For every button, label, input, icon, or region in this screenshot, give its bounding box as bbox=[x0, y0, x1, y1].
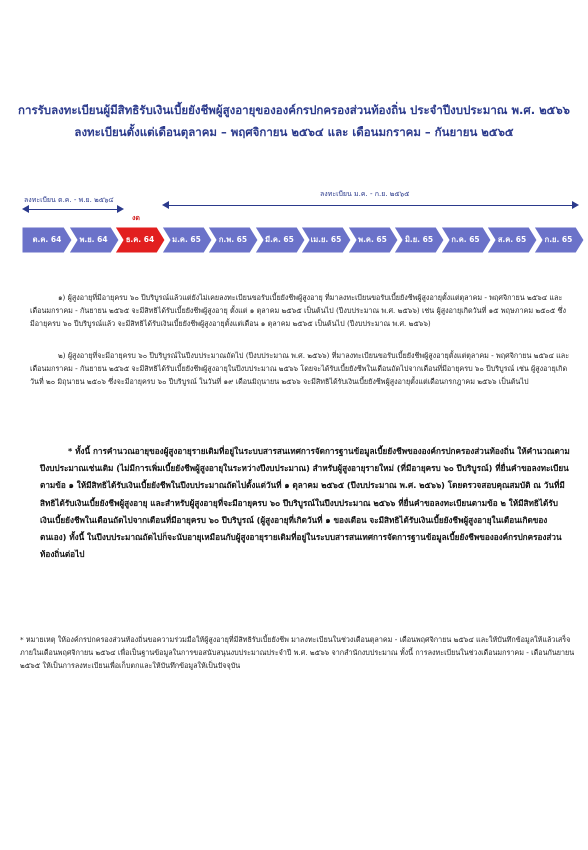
paragraph-1 bbox=[30, 291, 575, 331]
right-arrow-head-right bbox=[572, 201, 579, 209]
note-age-calculation bbox=[40, 443, 570, 563]
month-chevron-row bbox=[22, 227, 582, 253]
month-chevron bbox=[301, 227, 351, 253]
month-label: มี.ค. 65 bbox=[265, 235, 294, 244]
month-chevron bbox=[208, 227, 258, 253]
paragraph-2 bbox=[30, 349, 575, 389]
month-chevron bbox=[22, 227, 72, 253]
month-chevron bbox=[487, 227, 537, 253]
left-period-label: ลงทะเบียน ต.ค. - พ.ย. ๒๕๖๔ bbox=[24, 196, 114, 204]
left-arrow-head-right bbox=[117, 205, 124, 213]
month-label: ต.ค. 64 bbox=[32, 235, 62, 244]
right-period-arrow bbox=[168, 205, 573, 206]
month-label: ส.ค. 65 bbox=[497, 235, 527, 244]
month-chevron bbox=[115, 227, 165, 253]
month-label: พ.ย. 64 bbox=[79, 235, 108, 244]
remark-note bbox=[20, 633, 575, 673]
month-label: ก.ค. 65 bbox=[451, 235, 480, 244]
month-chevron bbox=[441, 227, 491, 253]
month-label: ก.ย. 65 bbox=[544, 235, 573, 244]
month-label: ก.พ. 65 bbox=[218, 235, 248, 244]
paragraph-2-text: ๒) ผู้สูงอายุที่จะมีอายุครบ ๖๐ ปีบริบูรณ์ในปีงบประมาณถัดไป (ปีงบประมาณ พ.ศ. ๒๕๖๖) ที่มาลงทะเบียนขอรับเบี้ยยังชีพผู้สูงอายุตั้งแต่ตุลาคม - พฤศจิกายน ๒๕๖๔ และเดือนมกราคม - กันยายน ๒๕๖๕ จะมีสิทธิได้รับเบี้ยยังชีพผู้สูงอายุในปีงบประมาณ ๒๕๖๖ โดยจะได้รับเบี้ยยังชีพในเดือนถัดไปจากเดือนที่มีอายุครบ ๖๐ ปีบริบูรณ์ เช่น ผู้สูงอายุเกิดวันที่ ๒๐ มิถุนายน ๒๕๐๖ ซึ่งจะมีอายุครบ ๖๐ ปีบริบูรณ์ ในวันที่ ๑๙ เดือนมิถุนายน ๒๕๖๖ จะมีสิทธิได้รับเงินเบี้ยยังชีพผู้สูงอายุตั้งแต่เดือนกรกฎาคม ๒๕๖๖ เป็นต้นไป bbox=[30, 351, 570, 387]
month-label: ม.ค. 65 bbox=[172, 235, 201, 244]
paragraph-1-text: ๑) ผู้สูงอายุที่มีอายุครบ ๖๐ ปีบริบูรณ์แล้วแต่ยังไม่เคยลงทะเบียนขอรับเบี้ยยังชีพผู้สูงอายุ ที่มาลงทะเบียนขอรับเบี้ยยังชีพผู้สูงอายุตั้งแต่ตุลาคม - พฤศจิกายน ๒๕๖๔ และเดือนมกราคม - กันยายน ๒๕๖๕ จะมีสิทธิได้รับเบี้ยยังชีพผู้สูงอายุ ตั้งแต่ ๑ ตุลาคม ๒๕๖๕ เป็นต้นไป (ปีงบประมาณ พ.ศ. ๒๕๖๖) เช่น ผู้สูงอายุเกิดวันที่ ๑๕ พฤษภาคม ๒๕๐๕ ซึ่งมีอายุครบ ๖๐ ปีบริบูรณ์แล้ว จะมีสิทธิได้รับเงินเบี้ยยังชีพผู้สูงอายุตั้งแต่เดือน ๑ ตุลาคม ๒๕๖๕ เป็นต้นไป (ปีงบประมาณ พ.ศ. ๒๕๖๖) bbox=[30, 293, 567, 329]
month-chevron bbox=[69, 227, 119, 253]
month-chevron bbox=[348, 227, 398, 253]
note-age-calculation-text: * ทั้งนี้ การคำนวณอายุของผู้สูงอายุรายเดิมที่อยู่ในระบบสารสนเทศการจัดการฐานข้อมูลเบี้ยยังชีพขององค์กรปกครองส่วนท้องถิ่น ให้คำนวณตามปีงบประมาณเช่นเดิม (ไม่มีการเพิ่มเบี้ยยังชีพผู้สูงอายุในระหว่างปีงบประมาณ) สำหรับผู้สูงอายุรายใหม่ (ที่มีอายุครบ ๖๐ ปีบริบูรณ์) ที่ยื่นคำขอลงทะเบียนตามข้อ ๑ ให้มีสิทธิได้รับเงินเบี้ยยังชีพในปีงบประมาณถัดไปตั้งแต่วันที่ ๑ ตุลาคม ๒๕๖๕ (ปีงบประมาณ พ.ศ. ๒๕๖๖) โดยตรวจสอบคุณสมบัติ ณ วันที่มีสิทธิได้รับเงินเบี้ยยังชีพผู้สูงอายุ และสำหรับผู้สูงอายุที่จะมีอายุครบ ๖๐ ปีบริบูรณ์ในปีงบประมาณ ๒๕๖๖ ที่ยื่นคำขอลงทะเบียนตามข้อ ๒ ให้มีสิทธิได้รับเงินเบี้ยยังชีพในเดือนถัดไปจากเดือนที่มีอายุครบ ๖๐ ปีบริบูรณ์ (ผู้สูงอายุที่เกิดวันที่ ๑ ของเดือน จะมีสิทธิได้รับเงินเบี้ยยังชีพผู้สูงอายุในเดือนเกิดของตนเอง) ทั้งนี้ ในปีงบประมาณถัดไปก็จะนับอายุเหมือนกับผู้สูงอายุรายเดิมที่อยู่ในระบบสารสนเทศการจัดการฐานข้อมูลเบี้ยยังชีพขององค์กรปกครองส่วนท้องถิ่นต่อไป bbox=[40, 446, 570, 560]
remark-note-text: * หมายเหตุ ให้องค์กรปกครองส่วนท้องถิ่นขอความร่วมมือให้ผู้สูงอายุที่มีสิทธิรับเบี้ยยังชีพ มาลงทะเบียนในช่วงเดือนตุลาคม - เดือนพฤศจิกายน ๒๕๖๔ และให้บันทึกข้อมูลให้แล้วเสร็จภายในเดือนพฤศจิกายน ๒๕๖๔ เพื่อเป็นฐานข้อมูลในการขอสนับสนุนงบประมาณประจำปี พ.ศ. ๒๕๖๖ จากสำนักงบประมาณ ทั้งนี้ การลงทะเบียนในช่วงเดือนมกราคม - เดือนกันยายน ๒๕๖๕ ให้เป็นการลงทะเบียนเพื่อเก็บตกและให้บันทึกข้อมูลให้เป็นปัจจุบัน bbox=[20, 635, 575, 671]
month-label: มิ.ย. 65 bbox=[404, 235, 434, 244]
document-title-line-2: ลงทะเบียนตั้งแต่เดือนตุลาคม – พฤศจิกายน ๒๕๖๔ และ เดือนมกราคม – กันยายน ๒๕๖๕ bbox=[74, 125, 514, 139]
paused-label: งด bbox=[132, 214, 140, 222]
month-label: พ.ค. 65 bbox=[358, 235, 387, 244]
left-period-arrow bbox=[28, 209, 118, 210]
month-chevron bbox=[534, 227, 584, 253]
document-title-line-1: การรับลงทะเบียนผู้มีสิทธิรับเงินเบี้ยยังชีพผู้สูงอายุขององค์กรปกครองส่วนท้องถิ่น ประจำปีงบประมาณ พ.ศ. ๒๕๖๖ bbox=[18, 103, 570, 117]
right-period-label: ลงทะเบียน ม.ค. - ก.ย. ๒๕๖๕ bbox=[320, 190, 410, 198]
month-chevron bbox=[162, 227, 212, 253]
month-label: เม.ย. 65 bbox=[310, 235, 342, 244]
month-label: ธ.ค. 64 bbox=[125, 235, 155, 244]
month-chevron bbox=[255, 227, 305, 253]
month-chevron bbox=[394, 227, 444, 253]
